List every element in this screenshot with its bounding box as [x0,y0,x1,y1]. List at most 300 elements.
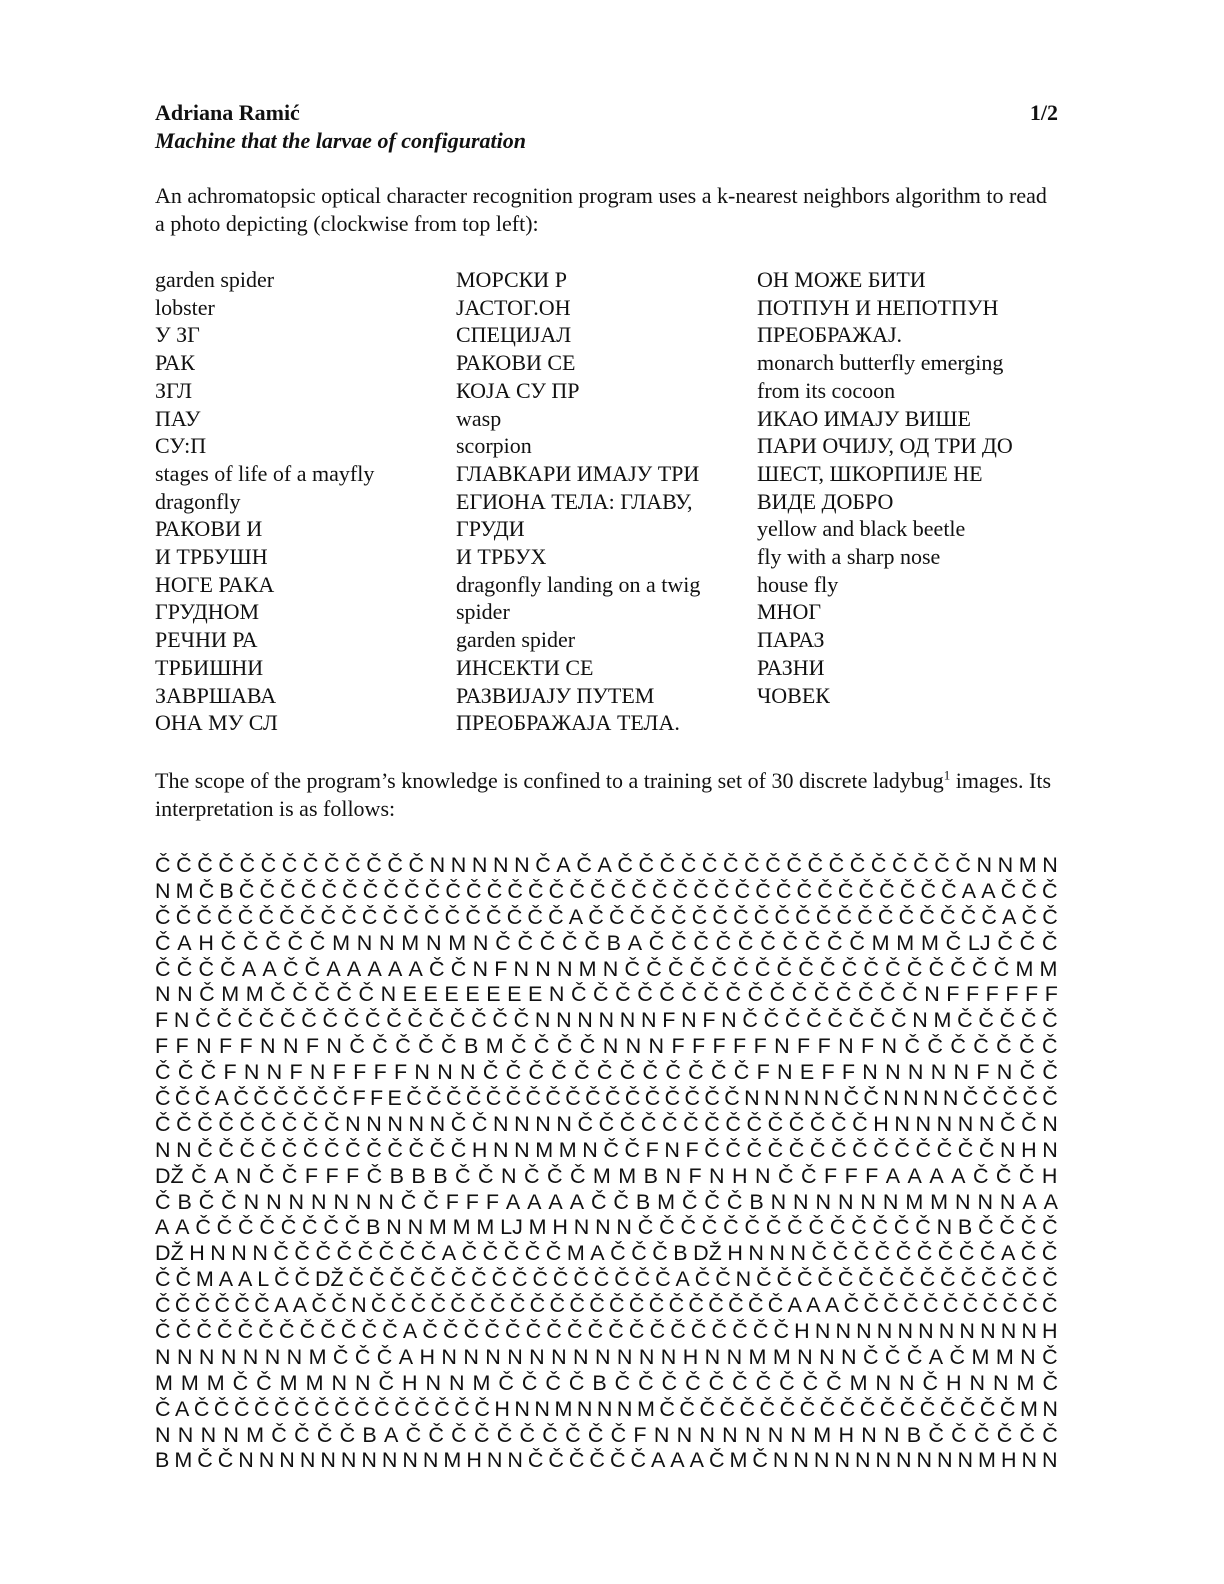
grid-letter: Č [708,1370,725,1395]
column-item: У ЗГ [155,322,200,348]
grid-letter: N [881,1034,898,1059]
grid-letter: Č [390,1293,407,1318]
grid-letter: N [366,1111,382,1136]
grid-letter: Č [454,1396,470,1421]
grid-letter: N [387,1111,403,1136]
grid-letter: Č [358,982,375,1007]
grid-letter: Č [637,982,653,1007]
grid-letter: Č [322,1008,339,1033]
grid-letter: H [1021,1137,1037,1162]
grid-letter: Č [883,1293,899,1318]
grid-letter: Č [281,1163,298,1188]
grid-letter: F [685,1137,699,1162]
grid-letter: Č [802,1370,819,1395]
grid-letter: N [198,1344,215,1369]
grid-letter: Č [959,1396,976,1421]
grid-letter: Č [862,1344,879,1369]
grid-letter: Č [471,1111,488,1136]
grid-letter: Č [849,930,865,955]
grid-letter: Č [827,1008,843,1033]
grid-letter: M [1016,1370,1035,1395]
grid-letter: Č [711,1318,728,1343]
grid-letter: N [534,1008,551,1033]
grid-letter: Č [788,1111,805,1136]
grid-letter: N [514,1396,530,1421]
grid-letter: Č [640,1111,657,1136]
grid-letter: Č [280,1215,297,1240]
grid-letter: N [381,1448,398,1473]
grid-row [155,905,1058,931]
grid-letter: N [573,1215,590,1240]
grid-letter: N [1042,1137,1058,1162]
grid-letter: N [288,1189,305,1214]
grid-letter: Č [928,1422,944,1447]
grid-letter: Č [155,1060,171,1085]
grid-letter: N [665,1163,681,1188]
grid-letter: M [871,930,890,955]
column-item: ПАРИ ОЧИЈУ, ОД ТРИ ДО [757,433,1013,459]
grid-letter: Č [688,1293,704,1318]
grid-letter: Č [826,1370,842,1395]
grid-letter: Č [589,1448,605,1473]
grid-letter: Č [939,904,956,929]
grid-letter: N [486,1448,503,1473]
grid-letter: Č [808,1215,825,1240]
grid-letter: B [389,1163,404,1188]
grid-letter: Č [689,956,706,981]
grid-letter: N [997,852,1014,877]
grid-letter: M [428,1215,447,1240]
grid-letter: Č [813,982,830,1007]
grid-letter: Č [999,1396,1016,1421]
grid-letter: Č [756,1267,772,1292]
grid-letter: Č [542,1422,558,1447]
scope-text-before: The scope of the program’s knowledge is confined to a training set of 30 discrete ladybug [155,767,944,793]
grid-letter: Č [378,1241,395,1266]
grid-letter: Č [960,904,977,929]
column-item: ГРУДИ [456,516,525,542]
grid-letter: A [527,1189,542,1214]
grid-letter: Č [517,930,534,955]
grid-letter: A [402,1318,418,1343]
grid-letter: Č [302,1137,319,1162]
grid-letter: Č [795,904,811,929]
column-item: ЈАСТОГ.ОН [456,294,571,320]
grid-letter: N [345,1111,361,1136]
grid-letter: H [198,930,214,955]
grid-row [155,1190,1058,1216]
grid-letter: Č [949,1344,966,1369]
grid-letter: Č [1042,1215,1058,1240]
grid-letter: Č [806,1008,822,1033]
grid-letter: Č [576,852,592,877]
grid-letter: Č [341,904,357,929]
grid-letter: Č [715,930,732,955]
grid-letter: F [976,1060,990,1085]
grid-letter: N [340,1448,357,1473]
grid-letter: N [797,1344,813,1369]
grid-letter: Č [796,878,813,903]
grid-letter: Č [278,1318,295,1343]
grid-letter: A [597,852,612,877]
grid-letter: Č [523,1163,540,1188]
grid-letter: Č [418,1034,434,1059]
grid-letter: M [246,1422,265,1447]
grid-letter: N [936,1215,953,1240]
grid-letter: Č [428,1422,444,1447]
grid-letter: Č [634,1267,651,1292]
grid-letter: N [507,1344,523,1369]
grid-letter: Č [688,1060,704,1085]
grid-letter: F [1005,982,1019,1007]
grid-letter: Č [1042,1034,1058,1059]
grid-letter: Č [484,1318,500,1343]
grid-letter: A [441,1241,457,1266]
grid-letter: Č [614,1267,630,1292]
grid-letter: Č [314,1396,330,1421]
grid-letter: Č [455,1163,471,1188]
grid-letter: N [763,1085,780,1110]
grid-letter: Č [577,1111,594,1136]
grid-letter: Č [175,1267,191,1292]
grid-letter: N [378,1189,394,1214]
grid-letter: Č [302,1111,319,1136]
grid-letter: Č [217,904,233,929]
grid-letter: Č [482,1241,499,1266]
grid-letter: Č [614,1370,631,1395]
grid-letter: Č [1042,904,1058,929]
grid-letter: F [1025,982,1039,1007]
grid-letter: N [266,1060,283,1085]
grid-letter: N [596,1396,613,1421]
grid-letter: B [155,1448,170,1473]
grid-letter: Č [258,1318,274,1343]
column-item: spider [456,599,510,625]
grid-letter: N [793,1189,809,1214]
grid-letter: N [422,1448,439,1473]
grid-letter: Č [774,904,790,929]
grid-letter: F [175,1034,189,1059]
grid-letter: H [1041,1163,1058,1188]
grid-letter: Č [982,1085,999,1110]
grid-letter: B [463,1034,479,1059]
grid-letter: B [592,1370,607,1395]
grid-letter: Č [155,852,171,877]
grid-letter: Č [752,1318,769,1343]
grid-letter: M [180,1370,199,1395]
grid-letter: M [971,1344,990,1369]
grid-letter: Č [972,1163,989,1188]
grid-letter: N [924,982,940,1007]
grid-letter: Č [880,982,896,1007]
grid-letter: Č [807,852,824,877]
grid-letter: N [856,1318,872,1343]
grid-letter: Č [837,878,854,903]
grid-letter: M [554,1396,573,1421]
grid-letter: Č [1000,878,1017,903]
grid-letter: Č [817,878,833,903]
grid-letter: Č [376,1344,393,1369]
grid-letter: Č [519,1422,536,1447]
grid-letter: Č [529,1293,546,1318]
grid-letter: Č [198,878,215,903]
grid-letter: Č [832,1241,849,1266]
grid-letter: Č [357,1241,374,1266]
grid-letter: Č [981,904,997,929]
grid-letter: Č [461,1241,478,1266]
grid-letter: N [1042,1111,1058,1136]
grid-letter: Č [1000,1111,1016,1136]
grid-letter: Č [332,1344,349,1369]
grid-letter: F [985,982,999,1007]
grid-letter: Č [299,904,316,929]
grid-letter: Č [423,1189,439,1214]
column-item: from its cocoon [757,377,896,403]
grid-letter: Č [389,1267,405,1292]
grid-letter: N [875,1448,891,1473]
column-item: ЧОВЕК [757,682,830,708]
grid-letter: Č [827,930,843,955]
grid-letter: Č [873,1137,889,1162]
grid-letter: N [177,982,193,1007]
grid-letter: M [1019,1396,1038,1421]
grid-letter: Č [982,1293,999,1318]
grid-letter: A [689,1448,704,1473]
grid-letter: N [918,1318,934,1343]
grid-letter: Č [779,1370,795,1395]
grid-letter: Č [282,956,299,981]
grid-letter: N [450,852,467,877]
grid-letter: M [448,930,467,955]
grid-letter: Č [836,904,853,929]
grid-letter: A [177,930,192,955]
grid-letter: Č [280,878,296,903]
grid-letter: N [602,956,619,981]
grid-letter: Č [811,1241,828,1266]
grid-letter: M [279,1370,298,1395]
grid-letter: Č [174,1085,191,1110]
grid-letter: N [354,1370,371,1395]
grid-letter: N [243,1060,260,1085]
grid-letter: Č [711,956,727,981]
grid-letter: Č [374,1396,390,1421]
grid-letter: Č [927,1034,943,1059]
grid-letter: Č [407,1008,423,1033]
grid-letter: M [920,930,939,955]
grid-letter: Č [920,878,937,903]
grid-letter: Č [608,1318,624,1343]
grid-letter: Č [831,1137,847,1162]
grid-letter: Č [723,852,739,877]
grid-letter: Č [685,1370,701,1395]
grid-letter: LJ [500,1215,523,1240]
grid-letter: Č [445,878,461,903]
grid-letter: B [635,1189,651,1214]
grid-letter: Č [859,1396,876,1421]
grid-letter: N [704,1344,721,1369]
grid-letter: H [727,1241,743,1266]
grid-letter: N [408,1111,425,1136]
grid-letter: A [568,904,584,929]
grid-letter: N [912,1008,928,1033]
grid-letter: Č [786,852,802,877]
grid-letter: N [235,1163,252,1188]
grid-letter: N [616,1396,633,1421]
grid-letter: Č [659,1215,675,1240]
grid-letter: Č [760,930,776,955]
grid-letter: Č [940,1267,956,1292]
grid-letter: N [660,1344,677,1369]
grid-letter: N [1042,1396,1058,1421]
grid-letter: M [1018,852,1037,877]
grid-letter: Č [478,1163,494,1188]
grid-letter: N [625,1034,642,1059]
grid-letter: Č [1042,1344,1058,1369]
grid-letter: F [946,982,960,1007]
grid-letter: N [331,1370,347,1395]
grid-letter: Č [196,904,212,929]
grid-letter: A [326,956,341,981]
grid-letter: Č [579,1034,596,1059]
grid-letter: N [955,1189,971,1214]
column-item: wasp [456,405,502,431]
grid-letter: Č [404,878,420,903]
grid-letter: A [556,852,571,877]
grid-letter: Č [573,1267,589,1292]
grid-letter: Č [450,1293,466,1318]
grid-letter: Č [1022,1085,1038,1110]
grid-letter: Č [588,904,604,929]
grid-letter: Č [589,1293,605,1318]
grid-letter: A [885,1163,901,1188]
grid-letter: A [787,1293,802,1318]
grid-letter: Č [430,1267,446,1292]
grid-letter: Č [755,1370,772,1395]
grid-letter: N [514,1137,530,1162]
grid-letter: N [1000,1137,1016,1162]
grid-letter: Č [1042,1422,1058,1447]
grid-letter: H [466,1448,482,1473]
grid-letter: Č [1020,1215,1037,1240]
grid-letter: Č [852,1111,868,1136]
grid-letter: N [351,1293,367,1318]
grid-letter: N [884,1422,900,1447]
grid-letter: Č [539,930,556,955]
grid-letter: M [175,878,194,903]
grid-letter: Č [671,904,687,929]
grid-letter: Č [378,1370,394,1395]
grid-letter: N [897,1318,913,1343]
page-number: 1/2 [1029,100,1058,125]
grid-letter: Č [521,1370,538,1395]
grid-letter: Č [489,1293,506,1318]
grid-letter: N [748,1241,764,1266]
grid-letter: Č [556,1034,573,1059]
grid-letter: Č [589,878,606,903]
grid-letter: Č [174,1293,191,1318]
grid-letter: Č [899,878,916,903]
grid-letter: N [573,1344,589,1369]
grid-letter: N [556,956,573,981]
grid-letter: Č [619,1060,636,1085]
grid-letter: F [753,1034,767,1059]
intro-paragraph: An achromatopsic optical character recognition program uses a k-nearest neighbors algorithm to read a photo depicting (clockwise from top left): [155,183,1047,236]
grid-letter: N [407,1215,424,1240]
grid-letter: F [712,1034,726,1059]
grid-letter: Č [292,982,308,1007]
grid-letter: A [346,956,362,981]
grid-letter: Č [301,1008,317,1033]
grid-letter: Č [759,1396,776,1421]
grid-letter: N [834,1448,850,1473]
grid-letter: N [885,1060,901,1085]
grid-letter: Č [624,1137,641,1162]
grid-letter: Č [511,1034,527,1059]
grid-letter: Č [904,1034,920,1059]
grid-letter: N [903,1085,919,1110]
grid-row [155,1164,1058,1190]
grid-letter: N [653,1422,670,1447]
grid-letter: N [1021,1448,1037,1473]
grid-letter: B [177,1189,192,1214]
grid-letter: Č [299,1318,316,1343]
grid-letter: A [175,1396,190,1421]
grid-letter: N [386,1215,402,1240]
grid-letter: N [899,1370,915,1395]
grid-letter: Č [704,1085,720,1110]
grid-letter: Č [828,852,845,877]
grid-letter: A [408,956,423,981]
grid-letter: Č [775,878,792,903]
grid-letter: F [688,1163,702,1188]
grid-letter: B [219,878,234,903]
grid-letter: N [815,1189,832,1214]
grid-letter: Č [863,956,879,981]
grid-letter: Č [651,878,668,903]
grid-letter: N [310,1189,327,1214]
grid-letter: Č [260,1111,277,1136]
grid-letter: N [472,956,488,981]
grid-letter: A [548,1189,563,1214]
grid-letter: F [691,1034,706,1059]
grid-letter: Č [733,904,749,929]
grid-letter: Č [584,930,600,955]
grid-letter: Č [1020,1008,1037,1033]
grid-letter: Č [1002,1293,1018,1318]
ocr-word-columns [155,266,1058,737]
grid-letter: M [1039,956,1058,981]
grid-letter: Č [408,852,425,877]
grid-letter: Č [596,1060,613,1085]
grid-letter: Č [535,852,551,877]
grid-letter: Č [281,1111,298,1136]
grid-letter: N [793,1448,809,1473]
grid-letter: Č [237,1008,254,1033]
grid-letter: B [749,1189,764,1214]
grid-letter: Č [957,1137,974,1162]
grid-letter: N [471,852,488,877]
grid-letter: Č [527,904,543,929]
grid-letter: Č [679,1396,695,1421]
letter-grid [155,853,1058,1474]
grid-letter: M [206,1370,225,1395]
grid-letter: Č [348,1267,365,1292]
grid-letter: Č [443,1318,459,1343]
grid-letter: Č [260,852,277,877]
grid-letter: N [309,1060,326,1085]
grid-letter: Č [565,1422,581,1447]
grid-row [155,1397,1058,1423]
